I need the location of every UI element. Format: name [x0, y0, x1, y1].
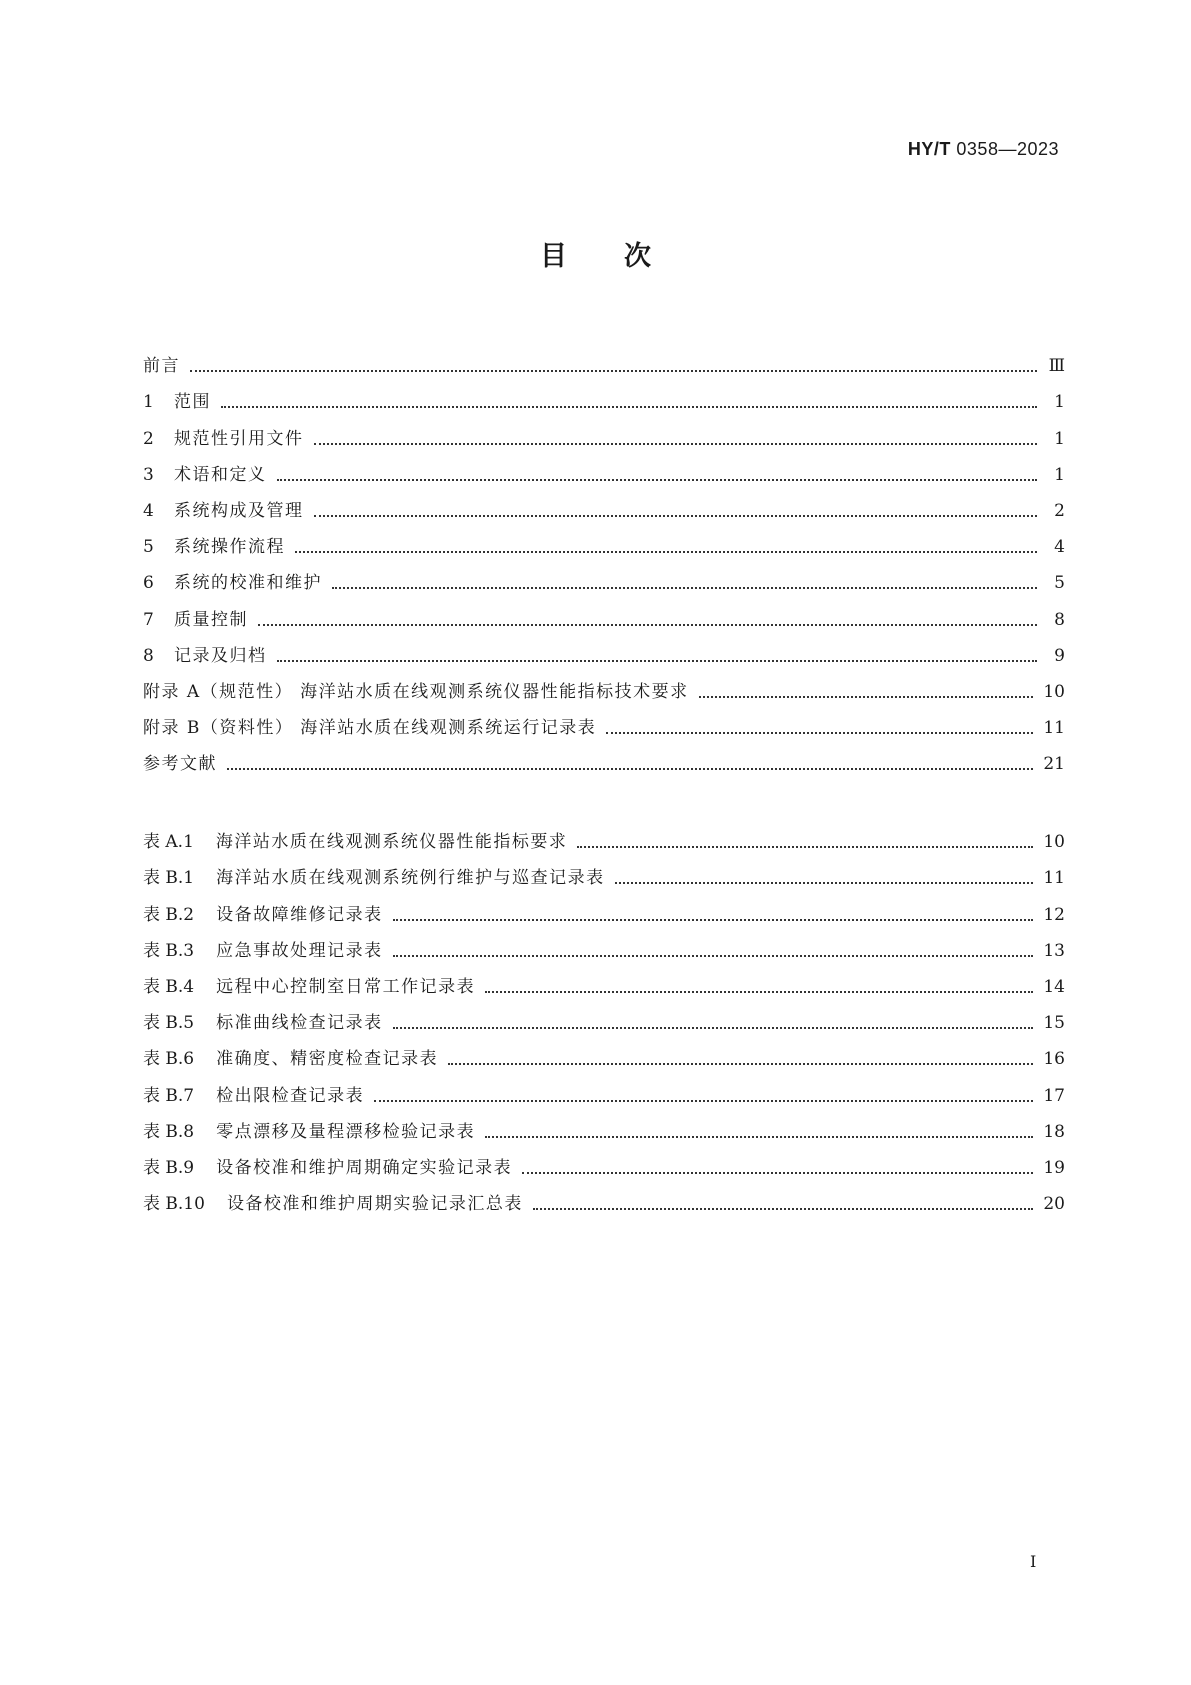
toc-entry-page: 10 — [1043, 681, 1065, 702]
dot-leader — [448, 1049, 1033, 1065]
table-entry-label: 设备校准和维护周期实验记录汇总表 — [226, 1194, 523, 1215]
table-entry-page: 17 — [1043, 1085, 1065, 1106]
dot-leader — [615, 868, 1034, 884]
toc-entry-appendix-a[interactable] — [143, 666, 1065, 702]
toc-entry-number: 5 — [143, 537, 154, 558]
table-entry-label: 海洋站水质在线观测系统例行维护与巡查记录表 — [216, 868, 605, 889]
toc-entry-1[interactable] — [143, 376, 1065, 412]
toc-entry-label: 系统操作流程 — [174, 537, 285, 558]
table-entry[interactable] — [143, 888, 1065, 924]
dot-leader — [485, 1122, 1033, 1138]
page-title: 目次 — [540, 241, 708, 272]
table-entry-number: 表 B.3 — [143, 940, 195, 961]
dot-leader — [393, 905, 1034, 921]
table-entry[interactable] — [143, 1033, 1065, 1069]
toc-entry-page: 2 — [1054, 500, 1065, 521]
dot-leader — [393, 1013, 1034, 1029]
toc-entry-number: 6 — [143, 573, 154, 594]
table-entry-label: 海洋站水质在线观测系统仪器性能指标要求 — [215, 832, 568, 853]
standard-prefix: HY/T — [907, 139, 951, 159]
dot-leader — [221, 392, 1037, 408]
table-entry-label: 准确度、精密度检查记录表 — [216, 1049, 439, 1070]
dot-leader — [393, 941, 1034, 957]
toc-entry-number: 1 — [143, 392, 154, 413]
toc-entry-label: 附录 A（规范性） 海洋站水质在线观测系统仪器性能指标技术要求 — [143, 681, 689, 702]
toc-entry-page: 9 — [1054, 645, 1065, 666]
table-entry[interactable] — [143, 961, 1065, 997]
table-entry-number: 表 B.1 — [143, 868, 195, 889]
table-entry[interactable] — [143, 1142, 1065, 1178]
dot-leader — [577, 832, 1033, 848]
dot-leader — [277, 465, 1038, 481]
table-entry-number: 表 A.1 — [143, 832, 194, 853]
dot-leader — [314, 429, 1038, 445]
table-entry-label: 标准曲线检查记录表 — [216, 1013, 383, 1034]
table-entry-number: 表 B.2 — [143, 904, 195, 925]
dot-leader — [295, 537, 1037, 553]
table-entry-page: 19 — [1043, 1157, 1065, 1178]
table-entry-page: 18 — [1043, 1121, 1065, 1142]
toc-entry-page: 21 — [1043, 754, 1065, 775]
dot-leader — [190, 356, 1037, 372]
toc-entry-label: 前言 — [143, 356, 180, 377]
standard-code — [908, 139, 1059, 160]
table-entry-page: 11 — [1043, 868, 1065, 889]
dot-leader — [258, 610, 1037, 626]
dot-leader — [485, 977, 1033, 993]
table-entry-label: 应急事故处理记录表 — [216, 940, 383, 961]
table-entry[interactable] — [143, 1178, 1065, 1214]
page-number: I — [1030, 1552, 1037, 1571]
table-entry-label: 检出限检查记录表 — [216, 1085, 365, 1106]
toc-entry-label: 附录 B（资料性） 海洋站水质在线观测系统运行记录表 — [143, 718, 597, 739]
toc-entry-number: 3 — [143, 464, 154, 485]
dot-leader — [533, 1194, 1033, 1210]
toc-entry-label: 记录及归档 — [174, 645, 267, 666]
table-entry-number: 表 B.5 — [143, 1013, 195, 1034]
toc-entry-foreword[interactable] — [143, 340, 1065, 376]
dot-leader — [522, 1158, 1033, 1174]
table-entry-label: 设备故障维修记录表 — [216, 904, 383, 925]
toc-entry-label: 规范性引用文件 — [174, 428, 304, 449]
table-entry-page: 15 — [1043, 1013, 1065, 1034]
dot-leader — [699, 682, 1034, 698]
table-entry-number: 表 B.9 — [143, 1157, 195, 1178]
table-of-contents — [143, 340, 1065, 774]
toc-entry-2[interactable] — [143, 412, 1065, 448]
table-entry-page: 13 — [1043, 940, 1065, 961]
toc-entry-page: Ⅲ — [1048, 356, 1065, 377]
toc-entry-label: 参考文献 — [143, 754, 217, 775]
toc-entry-8[interactable] — [143, 630, 1065, 666]
toc-entry-label: 系统构成及管理 — [174, 500, 304, 521]
table-entry-number: 表 B.10 — [143, 1194, 205, 1215]
toc-entry-5[interactable] — [143, 521, 1065, 557]
toc-entry-label: 范围 — [174, 392, 211, 413]
table-entry-page: 16 — [1043, 1049, 1065, 1070]
table-entry-page: 10 — [1043, 832, 1065, 853]
table-entry[interactable] — [143, 997, 1065, 1033]
toc-entry-6[interactable] — [143, 557, 1065, 593]
toc-entry-number: 7 — [143, 609, 154, 630]
table-entry[interactable] — [143, 1106, 1065, 1142]
table-entry[interactable] — [143, 1069, 1065, 1105]
toc-entry-label: 术语和定义 — [174, 464, 267, 485]
dot-leader — [374, 1086, 1033, 1102]
table-entry-number: 表 B.4 — [143, 976, 195, 997]
table-entry-number: 表 B.6 — [143, 1049, 195, 1070]
table-entry[interactable] — [143, 852, 1065, 888]
toc-entry-page: 11 — [1043, 718, 1065, 739]
toc-entry-page: 1 — [1054, 392, 1065, 413]
toc-entry-page: 5 — [1054, 573, 1065, 594]
dot-leader — [332, 573, 1037, 589]
table-entry[interactable] — [143, 925, 1065, 961]
dot-leader — [227, 754, 1033, 770]
toc-entry-appendix-b[interactable] — [143, 702, 1065, 738]
toc-entry-number: 8 — [143, 645, 154, 666]
table-entry-label: 远程中心控制室日常工作记录表 — [216, 976, 476, 997]
standard-number: 0358—2023 — [956, 139, 1059, 159]
toc-entry-page: 8 — [1054, 609, 1065, 630]
table-entry-label: 零点漂移及量程漂移检验记录表 — [216, 1121, 476, 1142]
table-entry-page: 12 — [1043, 904, 1065, 925]
table-entry[interactable] — [143, 816, 1065, 852]
toc-entry-label: 质量控制 — [174, 609, 248, 630]
toc-entry-3[interactable] — [143, 449, 1065, 485]
list-of-tables — [143, 816, 1065, 1214]
table-entry-label: 设备校准和维护周期确定实验记录表 — [216, 1157, 513, 1178]
toc-entry-7[interactable] — [143, 593, 1065, 629]
dot-leader — [277, 646, 1038, 662]
toc-entry-number: 2 — [143, 428, 154, 449]
toc-entry-bibliography[interactable] — [143, 738, 1065, 774]
toc-entry-4[interactable] — [143, 485, 1065, 521]
table-entry-page: 14 — [1043, 976, 1065, 997]
toc-entry-page: 1 — [1054, 464, 1065, 485]
table-entry-number: 表 B.7 — [143, 1085, 195, 1106]
dot-leader — [314, 501, 1038, 517]
toc-entry-page: 4 — [1054, 537, 1065, 558]
toc-entry-page: 1 — [1054, 428, 1065, 449]
table-entry-number: 表 B.8 — [143, 1121, 195, 1142]
toc-entry-number: 4 — [143, 500, 154, 521]
toc-entry-label: 系统的校准和维护 — [174, 573, 322, 594]
dot-leader — [606, 718, 1033, 734]
table-entry-page: 20 — [1043, 1194, 1065, 1215]
